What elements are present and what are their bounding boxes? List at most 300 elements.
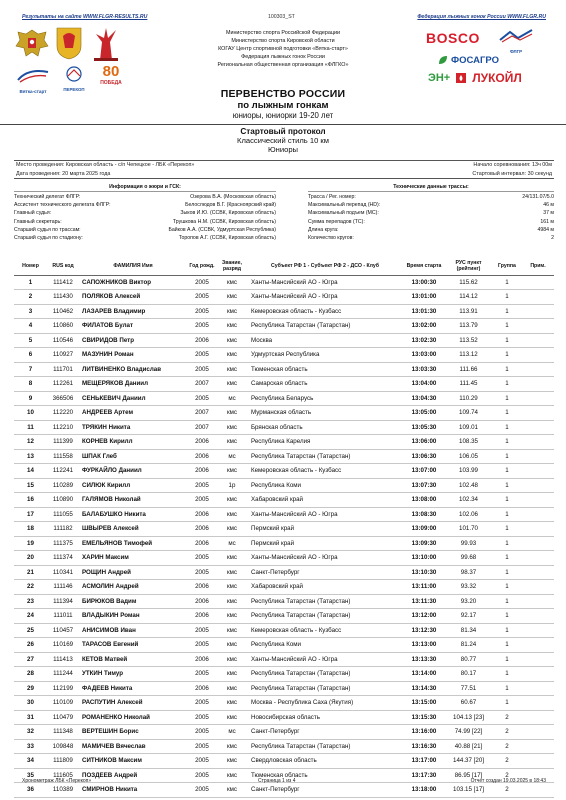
cell-number: 13	[14, 449, 47, 464]
cell-year: 2006	[187, 522, 217, 537]
tech-row	[308, 209, 554, 217]
cell-note	[522, 507, 554, 522]
cell-rus-code: 111375	[47, 536, 79, 551]
cell-start-time: 13:01:00	[403, 290, 445, 305]
cell-group: 1	[492, 696, 522, 711]
cell-note	[522, 275, 554, 290]
cell-rus-code: 111701	[47, 362, 79, 377]
cell-start-time: 13:06:00	[403, 435, 445, 450]
cell-group: 1	[492, 420, 522, 435]
cell-points: 98.37	[445, 565, 492, 580]
cell-name: АСМОЛИН Андрей	[79, 580, 187, 595]
event-title: ПЕРВЕНСТВО РОССИИ	[220, 88, 346, 100]
cell-rus-code: 111430	[47, 290, 79, 305]
victory-80-number: 80	[102, 63, 120, 80]
cell-subject: Хабаровский край	[247, 493, 403, 508]
cell-rank: кмс	[217, 551, 247, 566]
cell-subject: Республика Коми	[247, 478, 403, 493]
col-header-rus-code: RUS код	[47, 257, 79, 275]
cell-note	[522, 623, 554, 638]
cell-subject: Ханты-Мансийский АО - Югра	[247, 507, 403, 522]
cell-rus-code: 110890	[47, 493, 79, 508]
cell-note	[522, 362, 554, 377]
jury-panel	[14, 184, 276, 242]
cell-points: 99.68	[445, 551, 492, 566]
table-row	[14, 377, 554, 392]
cell-rank: кмс	[217, 406, 247, 421]
cell-points: 93.32	[445, 580, 492, 595]
footer-report-date: Отчет создан 19.03.2025 в 18:43	[470, 778, 546, 784]
jury-label: Главный судья:	[14, 210, 52, 217]
cell-rus-code: 111413	[47, 652, 79, 667]
cell-year: 2006	[187, 652, 217, 667]
cell-points: 92.17	[445, 609, 492, 624]
cell-year: 2005	[187, 478, 217, 493]
table-row	[14, 290, 554, 305]
cell-start-time: 13:12:30	[403, 623, 445, 638]
jury-row	[14, 218, 276, 226]
cell-rank: кмс	[217, 609, 247, 624]
cell-rus-code: 110289	[47, 478, 79, 493]
cell-points: 99.93	[445, 536, 492, 551]
cell-note	[522, 319, 554, 334]
cell-note	[522, 391, 554, 406]
table-row	[14, 333, 554, 348]
table-row	[14, 536, 554, 551]
cell-name: ВЕРТЕШИН Борис	[79, 725, 187, 740]
cell-name: САПОЖНИКОВ Виктор	[79, 275, 187, 290]
cell-rus-code: 110389	[47, 783, 79, 798]
cell-number: 3	[14, 304, 47, 319]
cell-rus-code: 111146	[47, 580, 79, 595]
cell-points: 80.17	[445, 667, 492, 682]
cell-subject: Санкт-Петербург	[247, 783, 403, 798]
jury-row	[14, 209, 276, 217]
cell-year: 2006	[187, 681, 217, 696]
cell-group: 1	[492, 377, 522, 392]
cell-subject: Хабаровский край	[247, 580, 403, 595]
cell-name: УТКИН Тимур	[79, 667, 187, 682]
cell-name: ЛИТВИНЕНКО Владислав	[79, 362, 187, 377]
cell-note	[522, 754, 554, 769]
cell-group: 1	[492, 348, 522, 363]
cell-note	[522, 290, 554, 305]
cell-rank: кмс	[217, 304, 247, 319]
cell-rus-code: 111374	[47, 551, 79, 566]
cell-points: 60.67	[445, 696, 492, 711]
cell-points: 108.35	[445, 435, 492, 450]
cell-points: 104.13 [23]	[445, 710, 492, 725]
cell-number: 5	[14, 333, 47, 348]
tech-row	[308, 234, 554, 242]
cell-note	[522, 725, 554, 740]
cell-start-time: 13:14:30	[403, 681, 445, 696]
footer-timing: Хронометраж ЛБК «Перекоп»	[22, 778, 92, 784]
jury-row	[14, 226, 276, 234]
cell-number: 27	[14, 652, 47, 667]
cell-note	[522, 565, 554, 580]
cell-note	[522, 406, 554, 421]
cell-name: ФИЛАТОВ Булат	[79, 319, 187, 334]
cell-name: ПОЛЯКОВ Алексей	[79, 290, 187, 305]
cell-rus-code: 111558	[47, 449, 79, 464]
cell-number: 36	[14, 783, 47, 798]
cell-year: 2005	[187, 391, 217, 406]
cell-subject: Ханты-Мансийский АО - Югра	[247, 652, 403, 667]
vyatka-start-text: Вятка-старт	[19, 89, 47, 94]
table-row	[14, 580, 554, 595]
start-list-table	[14, 257, 554, 798]
tech-panel-title: Технические данные трассы:	[308, 184, 554, 192]
cell-start-time: 13:09:00	[403, 522, 445, 537]
cell-start-time: 13:11:30	[403, 594, 445, 609]
cell-name: БИРЮКОВ Вадим	[79, 594, 187, 609]
cell-subject: Тюменская область	[247, 768, 403, 783]
cell-year: 2006	[187, 449, 217, 464]
cell-rank: мс	[217, 725, 247, 740]
cell-group: 1	[492, 333, 522, 348]
cell-subject: Санкт-Петербург	[247, 725, 403, 740]
cell-year: 2005	[187, 290, 217, 305]
cell-year: 2005	[187, 275, 217, 290]
cell-subject: Республика Татарстан (Татарстан)	[247, 681, 403, 696]
jury-row	[14, 234, 276, 242]
cell-start-time: 13:07:00	[403, 464, 445, 479]
cell-points: 113.12	[445, 348, 492, 363]
col-header-points: РУС пункт (рейтинг)	[445, 257, 492, 275]
cell-year: 2005	[187, 493, 217, 508]
cell-name: АНДРЕЕВ Артем	[79, 406, 187, 421]
jury-value: Зыков И.Ю. (ССВК, Кировская область)	[180, 210, 276, 217]
cell-subject: Республика Татарстан (Татарстан)	[247, 449, 403, 464]
cell-number: 30	[14, 696, 47, 711]
cell-year: 2005	[187, 783, 217, 798]
tech-value: 24/131.07/5.0	[522, 194, 554, 200]
event-subtitle: по лыжным гонкам	[237, 100, 329, 111]
cell-number: 2	[14, 290, 47, 305]
cell-year: 2006	[187, 536, 217, 551]
cell-note	[522, 449, 554, 464]
cell-name: АНИСИМОВ Иван	[79, 623, 187, 638]
cell-subject: Республика Беларусь	[247, 391, 403, 406]
cell-start-time: 13:08:00	[403, 493, 445, 508]
table-row	[14, 275, 554, 290]
cell-name: ПОЗДЕЕВ Андрей	[79, 768, 187, 783]
flgr-text: ФЛГР	[509, 49, 523, 54]
cell-rank: кмс	[217, 565, 247, 580]
cell-note	[522, 710, 554, 725]
cell-start-time: 13:15:00	[403, 696, 445, 711]
cell-number: 29	[14, 681, 47, 696]
cell-year: 2005	[187, 710, 217, 725]
cell-number: 26	[14, 638, 47, 653]
cell-group: 1	[492, 406, 522, 421]
cell-subject: Кемеровская область - Кузбасс	[247, 304, 403, 319]
organizer-line: Министерство спорта Российской Федерации	[225, 30, 341, 36]
cell-year: 2005	[187, 725, 217, 740]
track-tech-panel	[308, 184, 554, 242]
cell-rank: кмс	[217, 420, 247, 435]
cell-subject: Республика Татарстан (Татарстан)	[247, 319, 403, 334]
cell-number: 10	[14, 406, 47, 421]
federation-site-link[interactable]: Федерация лыжных гонок России WWW.FLGR.RU	[417, 14, 546, 20]
start-list-body	[14, 275, 554, 797]
cell-subject: Ханты-Мансийский АО - Югра	[247, 551, 403, 566]
cell-number: 19	[14, 536, 47, 551]
cell-points: 102.06	[445, 507, 492, 522]
cell-start-time: 13:01:30	[403, 304, 445, 319]
phosagro-logo	[438, 53, 522, 67]
cell-name: ШВЫРЕВ Алексей	[79, 522, 187, 537]
cell-rus-code: 112210	[47, 420, 79, 435]
table-row	[14, 783, 554, 798]
cell-year: 2005	[187, 348, 217, 363]
cell-start-time: 13:10:00	[403, 551, 445, 566]
cell-subject: Республика Татарстан (Татарстан)	[247, 739, 403, 754]
discipline: Классический стиль 10 км	[237, 136, 329, 145]
tech-label: Максимальный подъем (MC):	[308, 210, 379, 217]
table-row	[14, 638, 554, 653]
cell-rus-code: 111348	[47, 725, 79, 740]
cell-points: 109.74	[445, 406, 492, 421]
cell-note	[522, 681, 554, 696]
table-row	[14, 667, 554, 682]
cell-group: 1	[492, 304, 522, 319]
cell-name: ШПАК Глеб	[79, 449, 187, 464]
cell-number: 31	[14, 710, 47, 725]
cell-number: 16	[14, 493, 47, 508]
col-header-group: Группа	[492, 257, 522, 275]
cell-rank: кмс	[217, 319, 247, 334]
jury-row	[14, 201, 276, 209]
footer-page: Страница 1 из 4	[258, 778, 296, 784]
cell-points: 81.24	[445, 638, 492, 653]
cell-name: РОМАНЕНКО Николай	[79, 710, 187, 725]
cell-points: 103.99	[445, 464, 492, 479]
cell-name: СИЛЮК Кирилл	[79, 478, 187, 493]
cell-name: БАЛАБУШКО Никита	[79, 507, 187, 522]
cell-number: 15	[14, 478, 47, 493]
cell-name: ФАДЕЕВ Никита	[79, 681, 187, 696]
sponsors-row	[428, 70, 548, 86]
cell-rus-code: 111011	[47, 609, 79, 624]
cell-number: 18	[14, 522, 47, 537]
cell-subject: Мурманская область	[247, 406, 403, 421]
cell-name: ХАРИН Максим	[79, 551, 187, 566]
cell-start-time: 13:13:30	[403, 652, 445, 667]
cell-year: 2007	[187, 420, 217, 435]
event-info	[14, 160, 554, 179]
cell-rank: кмс	[217, 362, 247, 377]
cell-rank: кмс	[217, 348, 247, 363]
cell-name: РОЩИН Андрей	[79, 565, 187, 580]
organizer-line: КОГАУ Центр спортивной подготовки «Вятка-старт»	[218, 45, 348, 52]
cell-note	[522, 522, 554, 537]
cell-number: 24	[14, 609, 47, 624]
table-row	[14, 739, 554, 754]
russia-emblem-icon	[14, 26, 50, 60]
cell-start-time: 13:02:30	[403, 333, 445, 348]
jury-value: Белослюдов В.Г. (Красноярский край)	[185, 202, 276, 209]
cell-rank: кмс	[217, 768, 247, 783]
col-header-subject: Субъект РФ 1 - Субъект РФ 2 - ДСО - Клуб	[247, 257, 403, 275]
cell-note	[522, 667, 554, 682]
col-header-number: Номер	[14, 257, 47, 275]
cell-rus-code: 110341	[47, 565, 79, 580]
vyatka-start-logo	[14, 66, 52, 94]
cell-name: ЕМЕЛЬЯНОВ Тимофей	[79, 536, 187, 551]
cell-rank: 1р	[217, 478, 247, 493]
jury-value: Трушкова Н.М. (ССВК, Кировская область)	[172, 218, 276, 225]
cell-rus-code: 112220	[47, 406, 79, 421]
cell-name: СЕНЬКЕВИЧ Даниил	[79, 391, 187, 406]
cell-year: 2007	[187, 377, 217, 392]
tech-row	[308, 193, 554, 201]
event-date: Дата проведения: 20 марта 2025 года	[16, 171, 111, 177]
cell-rank: мс	[217, 391, 247, 406]
cell-rank: кмс	[217, 652, 247, 667]
cell-number: 17	[14, 507, 47, 522]
cell-group: 1	[492, 319, 522, 334]
table-row	[14, 348, 554, 363]
cell-points: 102.34	[445, 493, 492, 508]
table-row	[14, 493, 554, 508]
cell-year: 2005	[187, 638, 217, 653]
cell-rus-code: 111809	[47, 754, 79, 769]
cell-points: 114.12	[445, 290, 492, 305]
cell-start-time: 13:04:00	[403, 377, 445, 392]
cell-rus-code: 111399	[47, 435, 79, 450]
cell-year: 2005	[187, 754, 217, 769]
cell-number: 20	[14, 551, 47, 566]
cell-points: 115.62	[445, 275, 492, 290]
table-row	[14, 522, 554, 537]
event-category: юниоры, юниорки 19-20 лет	[232, 111, 334, 120]
table-row	[14, 304, 554, 319]
event-title-block	[0, 88, 566, 120]
cell-start-time: 13:04:30	[403, 391, 445, 406]
jury-row	[14, 193, 276, 201]
cell-start-time: 13:16:00	[403, 725, 445, 740]
cell-group: 1	[492, 536, 522, 551]
cell-note	[522, 652, 554, 667]
cell-number: 8	[14, 377, 47, 392]
cell-subject: Кемеровская область - Кузбасс	[247, 623, 403, 638]
cell-rank: кмс	[217, 594, 247, 609]
cell-rus-code: 110860	[47, 319, 79, 334]
table-row	[14, 565, 554, 580]
cell-start-time: 13:05:00	[403, 406, 445, 421]
cell-rus-code: 366506	[47, 391, 79, 406]
cell-start-time: 13:13:00	[403, 638, 445, 653]
cell-note	[522, 638, 554, 653]
cell-year: 2005	[187, 667, 217, 682]
col-header-start-time: Время старта	[403, 257, 445, 275]
cell-year: 2006	[187, 580, 217, 595]
cell-rus-code: 110457	[47, 623, 79, 638]
table-row	[14, 696, 554, 711]
table-row	[14, 623, 554, 638]
cell-note	[522, 739, 554, 754]
table-row	[14, 362, 554, 377]
cell-start-time: 13:12:00	[403, 609, 445, 624]
cell-subject: Санкт-Петербург	[247, 565, 403, 580]
cell-points: 113.52	[445, 333, 492, 348]
cell-rus-code: 111055	[47, 507, 79, 522]
cell-note	[522, 609, 554, 624]
cell-number: 1	[14, 275, 47, 290]
results-site-link[interactable]: Результаты на сайте WWW.FLGR-RESULTS.RU	[22, 14, 148, 20]
cell-subject: Брянская область	[247, 420, 403, 435]
table-row	[14, 435, 554, 450]
cell-number: 6	[14, 348, 47, 363]
cell-points: 74.99 [22]	[445, 725, 492, 740]
tech-label: Трасса / Рег. номер:	[308, 194, 356, 200]
cell-rank: мс	[217, 449, 247, 464]
cell-points: 101.70	[445, 522, 492, 537]
table-row	[14, 478, 554, 493]
cell-subject: Свердловская область	[247, 754, 403, 769]
cell-rus-code: 110169	[47, 638, 79, 653]
cell-note	[522, 536, 554, 551]
cell-rank: кмс	[217, 333, 247, 348]
cell-group: 1	[492, 565, 522, 580]
cell-points: 80.77	[445, 652, 492, 667]
cell-rank: кмс	[217, 710, 247, 725]
cell-number: 32	[14, 725, 47, 740]
cell-subject: Республика Татарстан (Татарстан)	[247, 667, 403, 682]
cell-note	[522, 377, 554, 392]
cell-year: 2005	[187, 623, 217, 638]
cell-rank: кмс	[217, 464, 247, 479]
protocol-title: Стартовый протокол	[240, 127, 326, 136]
perekop-text: ПЕРЕКОП	[63, 87, 85, 92]
cell-name: СИТНИКОВ Максим	[79, 754, 187, 769]
cell-points: 103.15 [17]	[445, 783, 492, 798]
start-interval: Стартовый интервал: 30 секунд	[472, 171, 552, 177]
organizer-line: Региональная общественная организация «ФЛГКО»	[217, 61, 349, 68]
cell-year: 2005	[187, 551, 217, 566]
jury-panel-title: Информация о жюри и ГСК:	[14, 184, 276, 192]
cell-start-time: 13:15:30	[403, 710, 445, 725]
cell-group: 1	[492, 551, 522, 566]
table-header-row	[14, 257, 554, 275]
cell-start-time: 13:10:30	[403, 565, 445, 580]
cell-points: 109.01	[445, 420, 492, 435]
victory-80-text: ПОБЕДА	[100, 80, 122, 86]
jury-value: Байков А.А. (ССВК, Удмуртская Республика)	[168, 226, 276, 233]
cell-start-time: 13:14:00	[403, 667, 445, 682]
cell-rus-code: 111182	[47, 522, 79, 537]
jury-label: Технический делегат ФЛГР:	[14, 194, 81, 200]
cell-rank: кмс	[217, 435, 247, 450]
cell-number: 9	[14, 391, 47, 406]
cell-start-time: 13:03:30	[403, 362, 445, 377]
cell-name: ВЛАДЫКИН Роман	[79, 609, 187, 624]
col-header-year: Год рожд.	[187, 257, 217, 275]
cell-year: 2005	[187, 696, 217, 711]
cell-rank: кмс	[217, 696, 247, 711]
cell-group: 2	[492, 710, 522, 725]
cell-number: 11	[14, 420, 47, 435]
cell-rus-code: 111394	[47, 594, 79, 609]
table-row	[14, 594, 554, 609]
lukoil-drop-icon	[455, 72, 467, 84]
cell-points: 110.29	[445, 391, 492, 406]
cell-group: 1	[492, 667, 522, 682]
cell-start-time: 13:11:00	[403, 580, 445, 595]
cell-rus-code: 111412	[47, 275, 79, 290]
